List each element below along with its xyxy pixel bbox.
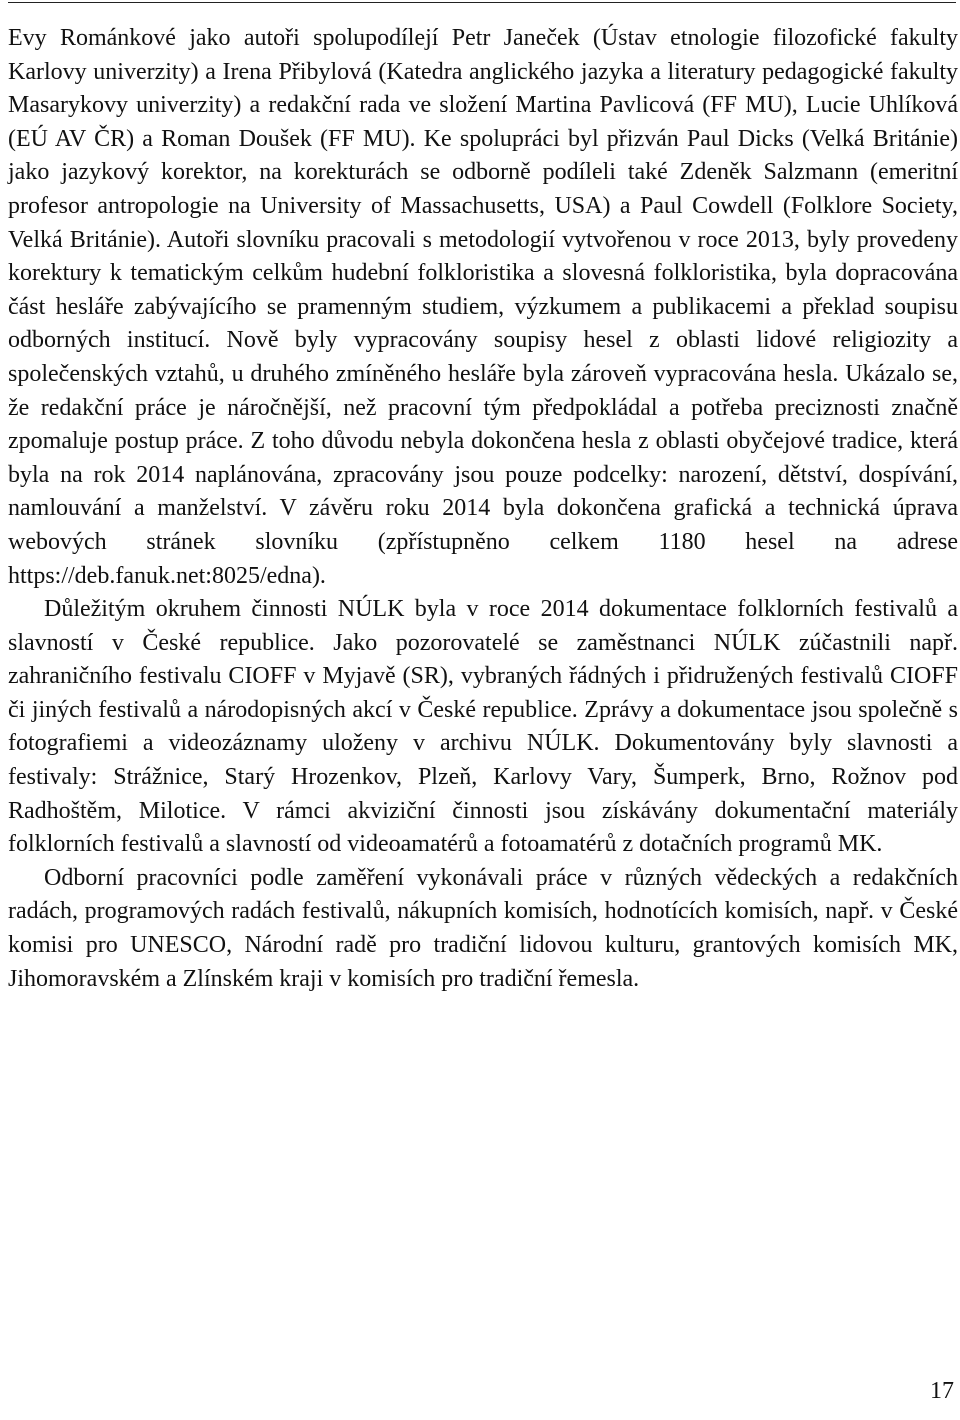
page-number: 17 [930, 1378, 954, 1404]
paragraph-1: Evy Románkové jako autoři spolupodílejí Petr Janeček (Ústav etnologie filozofické fakulty Karlovy univerzity) a Irena Přibylová (Katedra anglického jazyka a literatury pedagogické fakulty Masarykovy univerzity) a redakční rada ve složení Martina Pavlicová (FF MU), Lucie Uhlíková (EÚ AV ČR) a Roman Doušek (FF MU). Ke spolupráci byl přizván Paul Dicks (Velká Británie) jako jazykový korektor, na korekturách se odborně podíleli také Zdeněk Salzmann (emeritní profesor antropologie na University of Massachusetts, USA) a Paul Cowdell (Folklore Society, Velká Británie). Autoři slovníku pracovali s metodologií vytvořenou v roce 2013, byly provedeny korektury k tematickým celkům hudební folkloristika a slovesná folkloristika, byla dopracována část hesláře zabývajícího se pramenným studiem, výzkumem a publikacemi a překlad soupisu odborných institucí. Nově byly vypracovány soupisy hesel z oblasti lidové religiozity a společenských vztahů, u druhého zmíněného hesláře byla zároveň vypracována hesla. Ukázalo se, že redakční práce je náročnější, než pracovní tým předpokládal a potřeba preciznosti značně zpomaluje postup práce. Z toho důvodu nebyla dokončena hesla z oblasti obyčejové tradice, která byla na rok 2014 naplánována, zpracovány jsou pouze podcelky: narození, dětství, dospívání, namlouvání a manželství. V závěru roku 2014 byla dokončena grafická a technická úprava webových stránek slovníku (zpřístupněno celkem 1180 hesel na adrese https://deb.fanuk.net:8025/edna). [8, 25, 958, 589]
header-rule [8, 2, 956, 3]
paragraph-2: Důležitým okruhem činnosti NÚLK byla v roce 2014 dokumentace folklorních festivalů a slavností v České republice. Jako pozorovatelé se zaměstnanci NÚLK zúčastnili např. zahraničního festivalu CIOFF v Myjavě (SR), vybraných řádných i přidružených festivalů CIOFF či jiných festivalů a národopisných akcí v České republice. Zprávy a dokumentace jsou společně s fotografiemi a videozáznamy uloženy v archivu NÚLK. Dokumentovány byly slavnosti a festivaly: Strážnice, Starý Hrozenkov, Plzeň, Karlovy Vary, Šumperk, Brno, Rožnov pod Radhoštěm, Milotice. V rámci akviziční činnosti jsou získávány dokumentační materiály folklorních festivalů a slavností od videoamatérů a fotoamatérů z dotačních programů MK. [8, 596, 958, 858]
paragraph-3: Odborní pracovníci podle zaměření vykonávali práce v různých vědeckých a redakčních radách, programových radách festivalů, nákupních komisích, hodnotících komisích, např. v České komisi pro UNESCO, Národní radě pro tradiční lidovou kulturu, grantových komisích MK, Jihomoravském a Zlínském kraji v komisích pro tradiční řemesla. [8, 864, 958, 992]
body-text [8, 22, 958, 996]
